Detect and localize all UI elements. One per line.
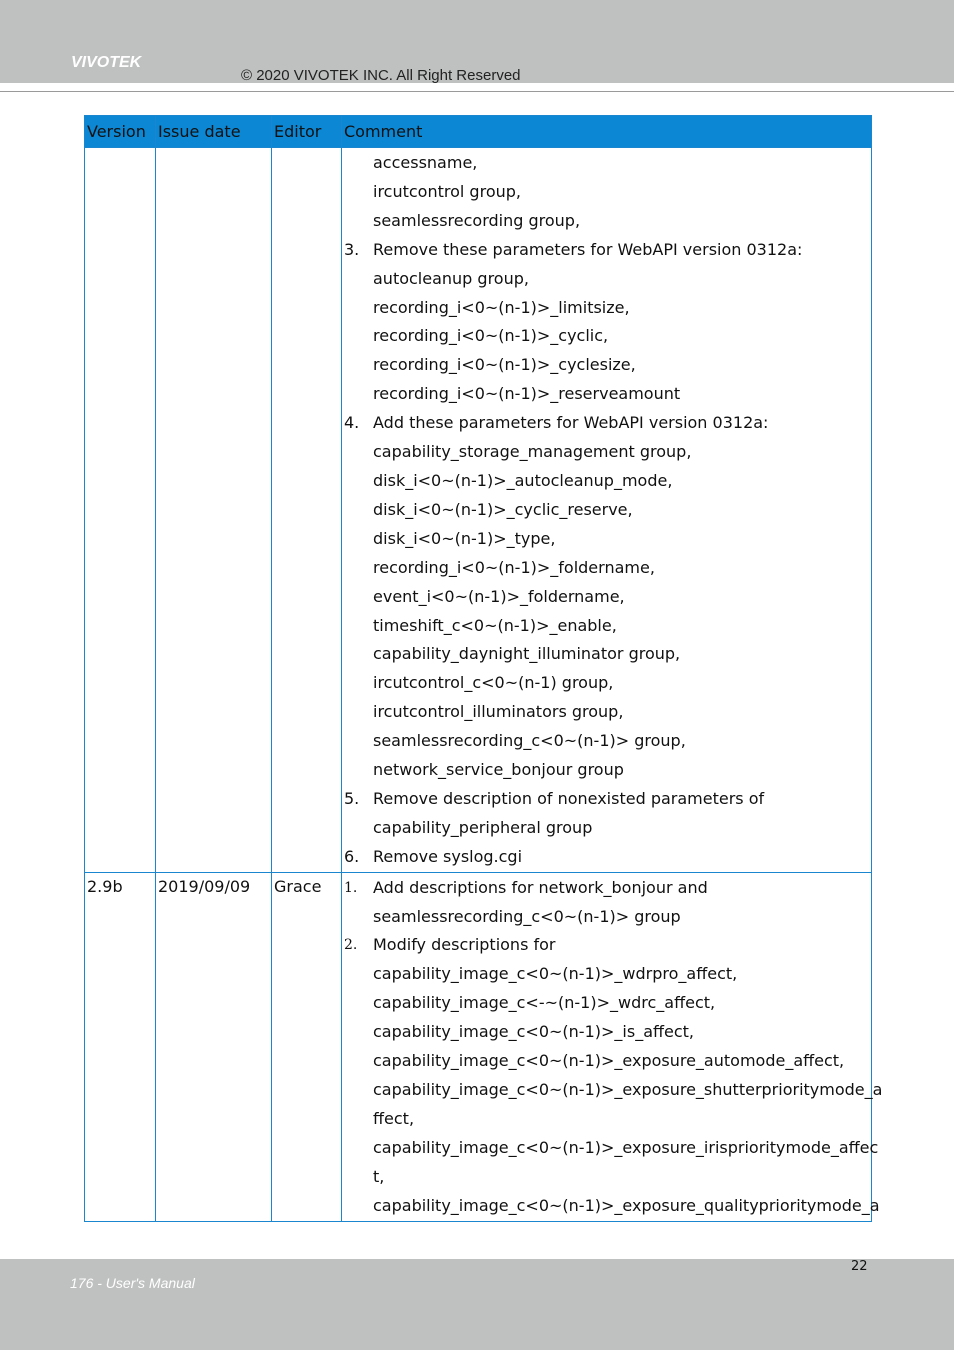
comment-list bbox=[344, 149, 871, 872]
comment-line: event_i<0~(n-1)>_foldername, bbox=[373, 586, 625, 606]
comment-line: ffect, bbox=[373, 1108, 415, 1128]
revision-table bbox=[84, 115, 883, 1222]
comment-line: Add these parameters for WebAPI version 0312a: bbox=[373, 413, 769, 433]
comment-list bbox=[344, 874, 883, 1221]
comment-line: recording_i<0~(n-1)>_cyclesize, bbox=[373, 355, 636, 375]
comment-line: Add descriptions for network_bonjour and bbox=[373, 877, 708, 897]
comment-line: capability_daynight_illuminator group, bbox=[373, 644, 681, 664]
table-header-row bbox=[85, 116, 872, 148]
comment-line: ircutcontrol group, bbox=[373, 181, 521, 201]
comment-line: accessname, bbox=[373, 153, 478, 172]
page-footer bbox=[0, 1259, 954, 1350]
list-number: 6. bbox=[344, 846, 360, 866]
comment-line: capability_image_c<-~(n-1)>_wdrc_affect, bbox=[373, 993, 716, 1013]
list-number: 5. bbox=[344, 788, 360, 808]
comment-line: capability_image_c<0~(n-1)>_wdrpro_affect, bbox=[373, 964, 738, 984]
comment-line: seamlessrecording_c<0~(n-1)> group bbox=[373, 906, 681, 926]
brand-logo: VIVOTEK bbox=[71, 54, 142, 71]
comment-line: t, bbox=[373, 1166, 385, 1186]
cell-version: 2.9b bbox=[85, 872, 156, 1221]
list-number: 3. bbox=[344, 239, 360, 259]
comment-line: capability_image_c<0~(n-1)>_exposure_qualityprioritymode_a bbox=[373, 1195, 880, 1215]
comment-line: recording_i<0~(n-1)>_cyclic, bbox=[373, 326, 609, 346]
column-header-version: Version bbox=[85, 116, 156, 148]
comment-line: ircutcontrol_illuminators group, bbox=[373, 702, 624, 722]
comment-line: capability_image_c<0~(n-1)>_is_affect, bbox=[373, 1022, 695, 1042]
column-header-editor: Editor bbox=[272, 116, 342, 148]
comment-line: recording_i<0~(n-1)>_limitsize, bbox=[373, 297, 630, 317]
column-header-issue-date: Issue date bbox=[156, 116, 272, 148]
comment-line: seamlessrecording group, bbox=[373, 210, 581, 230]
cell-editor: Grace bbox=[272, 872, 342, 1221]
table-row bbox=[85, 148, 872, 873]
cell-issue-date: 2019/09/09 bbox=[156, 872, 272, 1221]
list-number: 4. bbox=[344, 413, 360, 433]
page-number: 22 bbox=[851, 1259, 868, 1274]
manual-page-label: 176 - User's Manual bbox=[70, 1275, 195, 1291]
comment-line: capability_storage_management group, bbox=[373, 442, 692, 462]
list-item bbox=[344, 236, 871, 409]
comment-line: Remove description of nonexisted parameters of bbox=[373, 788, 765, 808]
cell-comment bbox=[342, 148, 872, 873]
comment-line: capability_image_c<0~(n-1)>_exposure_shutterprioritymode_a bbox=[373, 1080, 883, 1099]
copyright-text: © 2020 VIVOTEK INC. All Right Reserved bbox=[241, 67, 521, 84]
list-item bbox=[344, 931, 883, 1220]
list-item bbox=[344, 785, 871, 843]
list-item bbox=[344, 874, 871, 932]
comment-line: network_service_bonjour group bbox=[373, 760, 624, 780]
list-item bbox=[344, 409, 871, 785]
comment-line: recording_i<0~(n-1)>_reserveamount bbox=[373, 384, 681, 404]
comment-line: disk_i<0~(n-1)>_autocleanup_mode, bbox=[373, 470, 673, 490]
comment-line: disk_i<0~(n-1)>_cyclic_reserve, bbox=[373, 499, 633, 519]
column-header-comment: Comment bbox=[342, 116, 872, 148]
header-divider bbox=[0, 91, 954, 92]
cell-comment bbox=[342, 872, 883, 1221]
comment-line: autocleanup group, bbox=[373, 268, 529, 288]
comment-line: seamlessrecording_c<0~(n-1)> group, bbox=[373, 731, 686, 751]
comment-line: Modify descriptions for bbox=[373, 935, 556, 955]
cell-editor bbox=[272, 148, 342, 873]
comment-line: recording_i<0~(n-1)>_foldername, bbox=[373, 557, 655, 577]
list-item bbox=[344, 149, 871, 236]
comment-line: disk_i<0~(n-1)>_type, bbox=[373, 528, 556, 548]
comment-line: timeshift_c<0~(n-1)>_enable, bbox=[373, 615, 617, 635]
comment-line: capability_image_c<0~(n-1)>_exposure_irisprioritymode_affec bbox=[373, 1137, 879, 1157]
comment-line: Remove syslog.cgi bbox=[373, 846, 523, 866]
table-row bbox=[85, 872, 872, 1221]
cell-issue-date bbox=[156, 148, 272, 873]
list-number: 1. bbox=[344, 879, 358, 896]
list-item bbox=[344, 843, 871, 872]
list-number: 2. bbox=[344, 937, 358, 954]
cell-version bbox=[85, 148, 156, 873]
comment-line: Remove these parameters for WebAPI version 0312a: bbox=[373, 239, 803, 259]
comment-line: capability_image_c<0~(n-1)>_exposure_automode_affect, bbox=[373, 1051, 845, 1071]
comment-line: capability_peripheral group bbox=[373, 817, 593, 837]
comment-line: ircutcontrol_c<0~(n-1) group, bbox=[373, 673, 614, 693]
